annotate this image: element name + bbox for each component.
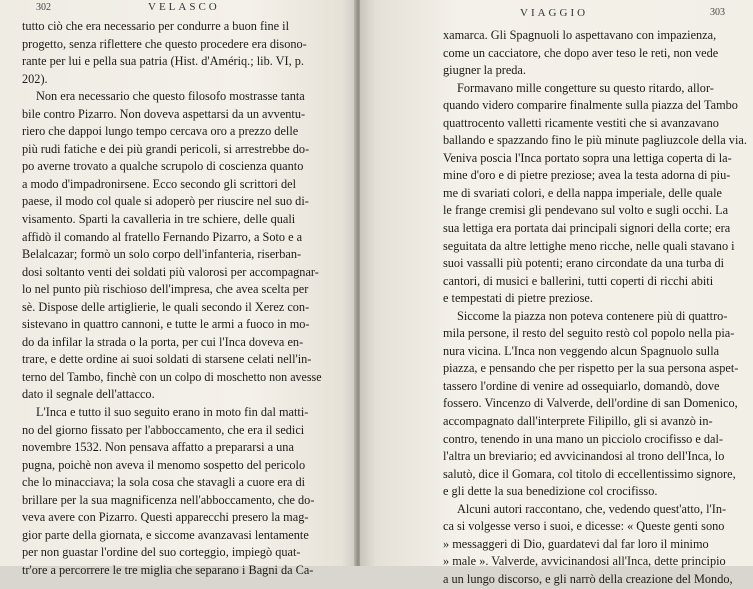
text-line: mine d'oro e di pietre preziose; avea la testa adorna di piu- [443, 168, 731, 183]
left-page-number: 302 [36, 2, 51, 13]
text-line: pugna, poichè non aveva il menomo sospetto del pericolo [22, 457, 306, 472]
text-line: quattrocento valletti ricamente vestiti che si avanzavano [443, 115, 719, 130]
text-line: 202). [22, 71, 48, 86]
left-running-title: VELASCO [148, 1, 220, 13]
text-line: terno del Tambo, finchè con un colpo di moschetto non avesse [22, 369, 322, 384]
left-page-body [22, 18, 322, 580]
text-line: l'altra un breviario; ed avvicinandosi al trono dell'Inca, lo [443, 449, 725, 464]
text-line: che lo minacciava; la sola cosa che stavagli a cuore era di [22, 475, 306, 490]
text-line: rante per lui e pella sua patria (Hist. d'Amériq.; lib. VI, p. [22, 54, 305, 69]
text-line: trare, e dette ordine ai suoi soldati di starsene celati nell'in- [22, 352, 312, 367]
text-line: fossero. Vincenzo di Valverde, dell'ordine di san Domenico, [443, 396, 738, 411]
text-line: giugner la preda. [443, 63, 526, 78]
text-line: ballando e spazzando fino le più minute pagliuzcole della via. [443, 133, 747, 148]
right-page [360, 0, 753, 586]
text-line: tr'ore a percorrere le tre miglia che separano i Bagni da Ca- [22, 562, 314, 577]
text-line: affidò il comando al fratello Fernando Pizarro, a Soto e a [22, 229, 303, 244]
right-page-number: 303 [710, 7, 725, 18]
text-line: più rudi fatiche e dei più grandi pericoli, si arrestrebbe do- [22, 141, 310, 156]
right-page-body [443, 27, 753, 589]
text-line: tassero l'ordine di venire ad ossequiarlo, domandò, dove [443, 378, 720, 393]
text-line: e tempestati di pietre preziose. [443, 291, 593, 306]
text-line: salutò, dice il Gomara, col titolo di eccellentissimo signore, [443, 466, 736, 481]
text-line: riero che dappoi lungo tempo cercava oro a prezzo delle [22, 124, 299, 139]
text-line: brillare per la sua magnificenza nell'abboccamento, che do- [22, 492, 315, 507]
text-line: sua lettiga era portata dai principali signori della corte; era [443, 221, 731, 236]
text-line: tutto ciò che era necessario per condurre a buon fine il [22, 19, 290, 33]
text-line: per non guastar l'ordine del suo corteggio, impiegò quat- [22, 545, 301, 560]
right-running-title: VIAGGIO [520, 7, 589, 19]
text-line: accompagnato dall'interprete Filipillo, gli si avanzò in- [443, 414, 713, 429]
text-line: nura vicina. L'Inca non veggendo alcun Spagnuolo sulla [443, 343, 720, 358]
text-line: ca si volgesse verso i suoi, e dicesse: « Queste genti sono [443, 519, 725, 534]
text-line: a modo d'impadronirsene. Ecco secondo gli scrittori del [22, 176, 297, 191]
text-line: sè. Dispose delle artiglierie, le quali secondo il Xerez con- [22, 299, 310, 314]
text-line: do da infilar la strada o la porta, per cui l'Inca doveva en- [22, 334, 304, 349]
text-line: mila persone, il resto del seguito restò col popolo nella pia- [443, 326, 735, 341]
text-line: piazza, e pensando che per rispetto per la sua persona aspet- [443, 361, 739, 376]
text-line: me di svariati colori, e della nappa imperiale, delle quale [443, 185, 722, 200]
text-line: bile contro Pizarro. Non doveva aspettarsi da un avventu- [22, 106, 306, 121]
text-line: po averne trovato a qualche scrupolo di coscienza quanto [22, 159, 304, 174]
text-line: novembre 1532. Non pensava affatto a prepararsi a una [22, 440, 294, 455]
text-line: lo nel punto più rischioso dell'impresa, che avea scelta per [22, 282, 309, 297]
text-line: » male ». Valverde, avvicinandosi all'Inca, dette principio [443, 554, 726, 569]
text-line: no del giorno fissato per l'abboccamento, che era il sedici [22, 422, 305, 437]
text-line: visamento. Sparti la cavalleria in tre schiere, delle quali [22, 212, 296, 227]
text-line: » messaggeri di Dio, guardatevi dal far loro il minimo [443, 536, 709, 551]
text-line: contro, tenendo in una mano un picciolo crocifisso e dal- [443, 431, 724, 446]
text-line: cantori, di musici e ballerini, tutti coperti di ricchi abiti [443, 273, 714, 288]
text-line: progetto, senza riflettere che questo procedere era disono- [22, 36, 307, 51]
text-line: quando videro comparire finalmente sulla piazza del Tambo [443, 98, 738, 113]
text-line: Non era necessario che questo filosofo mostrasse tanta [36, 89, 305, 104]
text-line: dato il segnale dell'attacco. [22, 387, 155, 402]
text-line: suoi vassalli più potenti; erano circondate da una turba di [443, 256, 725, 271]
text-line: veva avere con Pizarro. Questi apparecchi presero la mag- [22, 510, 309, 525]
text-line: gior parte della giornata, e siccome avanzavasi lentamente [22, 527, 309, 542]
text-line: le frange cremisi gli pendevano sul volto e sugli occhi. La [443, 203, 729, 218]
text-line: Alcuni autori raccontano, che, vedendo quest'atto, l'In- [457, 501, 727, 516]
text-line: Siccome la piazza non poteva contenere più di quattro- [457, 308, 728, 323]
text-line: e gli dette la sua benedizione col crocifisso. [443, 484, 658, 499]
text-line: dosi soltanto venti dei soldati più valorosi per accompagnar- [22, 264, 319, 279]
text-line: L'Inca e tutto il suo seguito erano in moto fin dal matti- [36, 405, 309, 420]
text-line: Formavano mille congetture su questo ritardo, allor- [457, 80, 714, 95]
text-line: paese, il modo col quale si adoperò per riuscire nel suo di- [22, 194, 309, 209]
left-page [0, 0, 356, 577]
text-line: come un cacciatore, che dopo aver teso le reti, non vede [443, 45, 719, 60]
text-line: xamarca. Gli Spagnuoli lo aspettavano con impazienza, [443, 28, 717, 42]
text-line: sistevano in quattro cannoni, e tutte le armi a fuoco in mo- [22, 317, 310, 332]
text-line: a un lungo discorso, e gli narrò della creazione del Mondo, [443, 571, 733, 586]
text-line: seguitata da altre lettighe meno ricche, nelle quali stavano i [443, 238, 735, 253]
text-line: Veniva poscia l'Inca portato sopra una lettiga coperta di la- [443, 150, 732, 165]
text-line: Belalcazar; formò un solo corpo dell'infanteria, riserban- [22, 247, 302, 262]
